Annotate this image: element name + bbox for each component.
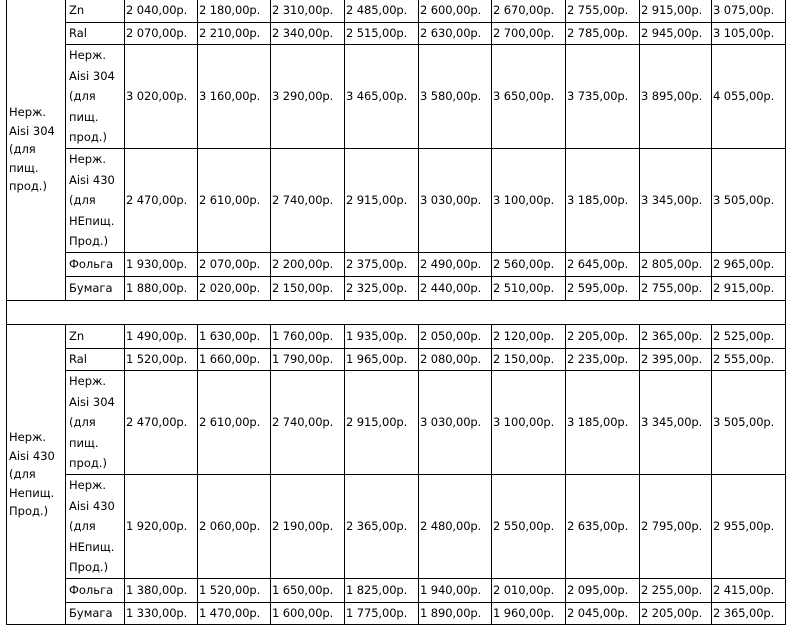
price-cell: 2 915,00р. xyxy=(640,0,712,23)
price-cell: 2 525,00р. xyxy=(712,325,786,349)
price-cell: 2 235,00р. xyxy=(566,349,640,371)
price-cell: 2 515,00р. xyxy=(345,23,419,45)
price-cell: 2 610,00р. xyxy=(198,371,271,475)
price-cell: 3 100,00р. xyxy=(492,371,566,475)
price-cell: 2 255,00р. xyxy=(640,579,712,603)
price-cell: 2 050,00р. xyxy=(419,325,492,349)
price-cell: 2 795,00р. xyxy=(640,475,712,579)
price-cell: 3 185,00р. xyxy=(566,371,640,475)
price-cell: 2 310,00р. xyxy=(271,0,345,23)
price-cell: 2 550,00р. xyxy=(492,475,566,579)
price-cell: 3 290,00р. xyxy=(271,45,345,149)
price-cell: 2 120,00р. xyxy=(492,325,566,349)
table-row xyxy=(7,603,786,625)
price-cell: 2 020,00р. xyxy=(198,277,271,301)
price-cell: 2 945,00р. xyxy=(640,23,712,45)
price-cell: 2 595,00р. xyxy=(566,277,640,301)
price-cell: 2 180,00р. xyxy=(198,0,271,23)
price-cell: 2 095,00р. xyxy=(566,579,640,603)
material-label: Zn xyxy=(66,325,125,349)
price-cell: 2 740,00р. xyxy=(271,149,345,253)
table-row xyxy=(7,371,786,475)
table-row xyxy=(7,277,786,301)
price-cell: 2 470,00р. xyxy=(125,149,198,253)
price-cell: 2 955,00р. xyxy=(712,475,786,579)
material-label: Нерж. Aisi 304 (для пищ. прод.) xyxy=(66,45,125,149)
price-cell: 3 580,00р. xyxy=(419,45,492,149)
price-cell: 2 010,00р. xyxy=(492,579,566,603)
price-cell: 2 785,00р. xyxy=(566,23,640,45)
material-label: Бумага xyxy=(66,603,125,625)
material-label: Фольга xyxy=(66,253,125,277)
price-cell: 2 440,00р. xyxy=(419,277,492,301)
price-cell: 2 375,00р. xyxy=(345,253,419,277)
price-cell: 3 075,00р. xyxy=(712,0,786,23)
price-cell: 2 080,00р. xyxy=(419,349,492,371)
table-row xyxy=(7,579,786,603)
price-cell: 3 505,00р. xyxy=(712,371,786,475)
price-cell: 3 030,00р. xyxy=(419,371,492,475)
material-label: Нерж. Aisi 430 (для НЕпищ. Прод.) xyxy=(66,149,125,253)
table-row xyxy=(7,149,786,253)
price-cell: 3 020,00р. xyxy=(125,45,198,149)
price-cell: 2 205,00р. xyxy=(566,325,640,349)
price-cell: 2 190,00р. xyxy=(271,475,345,579)
table-row xyxy=(7,45,786,149)
price-cell: 2 490,00р. xyxy=(419,253,492,277)
price-cell: 1 775,00р. xyxy=(345,603,419,625)
price-cell: 2 510,00р. xyxy=(492,277,566,301)
price-cell: 1 330,00р. xyxy=(125,603,198,625)
price-cell: 1 520,00р. xyxy=(198,579,271,603)
price-cell: 3 650,00р. xyxy=(492,45,566,149)
price-cell: 1 890,00р. xyxy=(419,603,492,625)
price-cell: 3 185,00р. xyxy=(566,149,640,253)
price-cell: 2 755,00р. xyxy=(566,0,640,23)
price-cell: 1 880,00р. xyxy=(125,277,198,301)
price-cell: 1 930,00р. xyxy=(125,253,198,277)
price-cell: 1 380,00р. xyxy=(125,579,198,603)
table-row xyxy=(7,0,786,23)
price-cell: 2 740,00р. xyxy=(271,371,345,475)
price-cell: 1 600,00р. xyxy=(271,603,345,625)
price-cell: 3 105,00р. xyxy=(712,23,786,45)
separator-cell xyxy=(7,301,786,325)
price-cell: 2 610,00р. xyxy=(198,149,271,253)
price-cell: 1 650,00р. xyxy=(271,579,345,603)
price-cell: 3 345,00р. xyxy=(640,149,712,253)
price-cell: 2 555,00р. xyxy=(712,349,786,371)
price-cell: 2 415,00р. xyxy=(712,579,786,603)
price-cell: 3 100,00р. xyxy=(492,149,566,253)
price-cell: 1 790,00р. xyxy=(271,349,345,371)
price-cell: 3 345,00р. xyxy=(640,371,712,475)
material-label: Фольга xyxy=(66,579,125,603)
price-cell: 1 490,00р. xyxy=(125,325,198,349)
price-cell: 2 040,00р. xyxy=(125,0,198,23)
price-cell: 2 915,00р. xyxy=(345,371,419,475)
price-cell: 2 700,00р. xyxy=(492,23,566,45)
price-cell: 2 365,00р. xyxy=(640,325,712,349)
price-cell: 2 485,00р. xyxy=(345,0,419,23)
price-cell: 1 520,00р. xyxy=(125,349,198,371)
price-table xyxy=(6,0,786,625)
material-label: Ral xyxy=(66,23,125,45)
group-label-aisi-304: Нерж. Aisi 304 (для пищ. прод.) xyxy=(7,0,66,301)
material-label: Ral xyxy=(66,349,125,371)
price-cell: 2 045,00р. xyxy=(566,603,640,625)
group-label-aisi-430: Нерж. Aisi 430 (для Непищ. Прод.) xyxy=(7,325,66,625)
price-cell: 2 600,00р. xyxy=(419,0,492,23)
price-cell: 2 755,00р. xyxy=(640,277,712,301)
price-cell: 1 960,00р. xyxy=(492,603,566,625)
price-cell: 3 160,00р. xyxy=(198,45,271,149)
price-cell: 2 645,00р. xyxy=(566,253,640,277)
price-cell: 2 070,00р. xyxy=(125,23,198,45)
price-cell: 4 055,00р. xyxy=(712,45,786,149)
table-row xyxy=(7,23,786,45)
price-cell: 2 470,00р. xyxy=(125,371,198,475)
material-label: Нерж. Aisi 430 (для НЕпищ. Прод.) xyxy=(66,475,125,579)
price-cell: 1 630,00р. xyxy=(198,325,271,349)
price-cell: 3 030,00р. xyxy=(419,149,492,253)
price-cell: 2 395,00р. xyxy=(640,349,712,371)
price-cell: 1 470,00р. xyxy=(198,603,271,625)
price-cell: 2 670,00р. xyxy=(492,0,566,23)
price-cell: 3 505,00р. xyxy=(712,149,786,253)
price-cell: 1 940,00р. xyxy=(419,579,492,603)
table-row xyxy=(7,253,786,277)
price-cell: 2 365,00р. xyxy=(345,475,419,579)
material-label: Бумага xyxy=(66,277,125,301)
price-cell: 1 920,00р. xyxy=(125,475,198,579)
table-row xyxy=(7,475,786,579)
price-cell: 2 915,00р. xyxy=(345,149,419,253)
price-cell: 2 915,00р. xyxy=(712,277,786,301)
price-cell: 1 935,00р. xyxy=(345,325,419,349)
material-label: Zn xyxy=(66,0,125,23)
price-cell: 2 210,00р. xyxy=(198,23,271,45)
price-cell: 3 895,00р. xyxy=(640,45,712,149)
price-cell: 2 965,00р. xyxy=(712,253,786,277)
price-cell: 3 735,00р. xyxy=(566,45,640,149)
price-cell: 3 465,00р. xyxy=(345,45,419,149)
price-cell: 2 365,00р. xyxy=(712,603,786,625)
price-cell: 2 150,00р. xyxy=(271,277,345,301)
price-cell: 2 340,00р. xyxy=(271,23,345,45)
price-cell: 2 630,00р. xyxy=(419,23,492,45)
price-cell: 2 560,00р. xyxy=(492,253,566,277)
price-cell: 2 070,00р. xyxy=(198,253,271,277)
price-cell: 2 480,00р. xyxy=(419,475,492,579)
price-cell: 1 965,00р. xyxy=(345,349,419,371)
price-cell: 2 060,00р. xyxy=(198,475,271,579)
price-cell: 2 200,00р. xyxy=(271,253,345,277)
table-row xyxy=(7,325,786,349)
price-cell: 2 635,00р. xyxy=(566,475,640,579)
price-cell: 1 660,00р. xyxy=(198,349,271,371)
price-table-body xyxy=(7,0,786,625)
price-cell: 2 150,00р. xyxy=(492,349,566,371)
table-row xyxy=(7,349,786,371)
price-cell: 1 760,00р. xyxy=(271,325,345,349)
price-cell: 2 805,00р. xyxy=(640,253,712,277)
price-cell: 2 205,00р. xyxy=(640,603,712,625)
price-cell: 1 825,00р. xyxy=(345,579,419,603)
price-cell: 2 325,00р. xyxy=(345,277,419,301)
block-separator xyxy=(7,301,786,325)
material-label: Нерж. Aisi 304 (для пищ. прод.) xyxy=(66,371,125,475)
